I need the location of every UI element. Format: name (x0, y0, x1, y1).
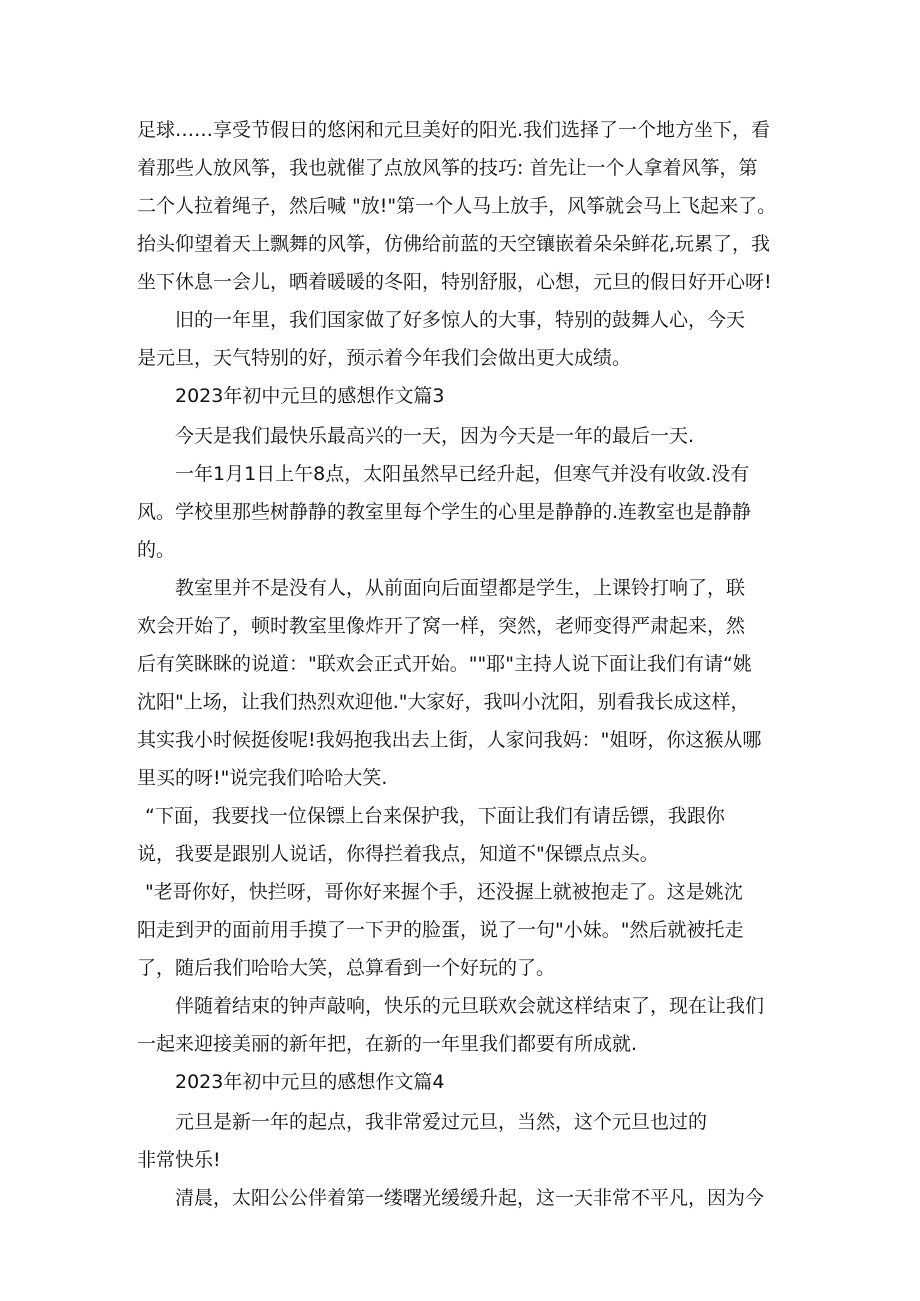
section-heading: 2023年初中元旦的感想作文篇3 (175, 385, 445, 407)
text-line: 了，随后我们哈哈大笑，总算看到一个好玩的了。 (137, 957, 556, 979)
text-line: 旧的一年里，我们国家做了好多惊人的大事，特别的鼓舞人心，今天 (175, 309, 746, 331)
text-line: "老哥你好，快拦呀，哥你好来握个手，还没握上就被抱走了。这是姚沈 (145, 881, 743, 903)
text-line: 是元旦，天气特别的好，预示着今年我们会做出更大成绩。 (137, 347, 632, 369)
text-line: 二个人拉着绳子，然后喊 "放!"第一个人马上放手，风筝就会马上飞起来了。 (137, 195, 777, 217)
text-line: 清晨，太阳公公伴着第一缕曙光缓缓升起，这一天非常不平凡，因为今 (175, 1187, 765, 1209)
text-line: 坐下休息一会儿，晒着暖暖的冬阳，特别舒服，心想，元旦的假日好开心呀! (137, 271, 772, 293)
text-line: 欢会开始了，顿时教室里像炸开了窝一样，突然，老师变得严肃起来，然 (137, 615, 746, 637)
section-heading: 2023年初中元旦的感想作文篇4 (175, 1071, 445, 1093)
text-line: 元旦是新一年的起点，我非常爱过元旦，当然，这个元旦也过的 (175, 1111, 708, 1133)
text-line: 风。学校里那些树静静的教室里每个学生的心里是静静的.连教室也是静静 (137, 501, 752, 523)
text-line: 说，我要是跟别人说话，你得拦着我点，知道不"保镖点点头。 (137, 843, 659, 865)
text-line: 沈阳"上场，让我们热烈欢迎他."大家好，我叫小沈阳，别看我长成这样， (137, 691, 750, 713)
text-line: “下面，我要找一位保镖上台来保护我，下面让我们有请岳镖，我跟你 (145, 805, 725, 827)
text-line: 伴随着结束的钟声敲响，快乐的元旦联欢会就这样结束了，现在让我们 (175, 995, 765, 1017)
text-line: 足球……享受节假日的悠闲和元旦美好的阳光.我们选择了一个地方坐下，看 (137, 119, 771, 141)
text-line: 教室里并不是没有人，从前面向后面望都是学生，上课铃打响了，联 (175, 577, 746, 599)
text-line: 后有笑眯眯的说道："联欢会正式开始。""耶"主持人说下面让我们有请“姚 (137, 653, 752, 675)
text-line: 其实我小时候挺俊呢!我妈抱我出去上街，人家问我妈："姐呀，你这猴从哪 (137, 729, 762, 751)
text-line: 一年1月1日上午8点，太阳虽然早已经升起，但寒气并没有收敛.没有 (175, 463, 750, 485)
text-line: 今天是我们最快乐最高兴的一天，因为今天是一年的最后一天. (175, 425, 695, 447)
text-line: 非常快乐! (137, 1149, 221, 1171)
text-line: 阳走到尹的面前用手摸了一下尹的脸蛋，说了一句"小妹。"然后就被托走 (137, 919, 744, 941)
text-line: 的。 (137, 539, 176, 561)
text-line: 着那些人放风筝，我也就催了点放风筝的技巧: 首先让一个人拿着风筝，第 (137, 157, 758, 179)
text-line: 抬头仰望着天上飘舞的风筝，仿佛给前蓝的天空镶嵌着朵朵鲜花,玩累了，我 (137, 233, 771, 255)
text-line: 里买的呀!"说完我们哈哈大笑. (137, 767, 388, 789)
text-line: 一起来迎接美丽的新年把，在新的一年里我们都要有所成就. (137, 1033, 638, 1055)
